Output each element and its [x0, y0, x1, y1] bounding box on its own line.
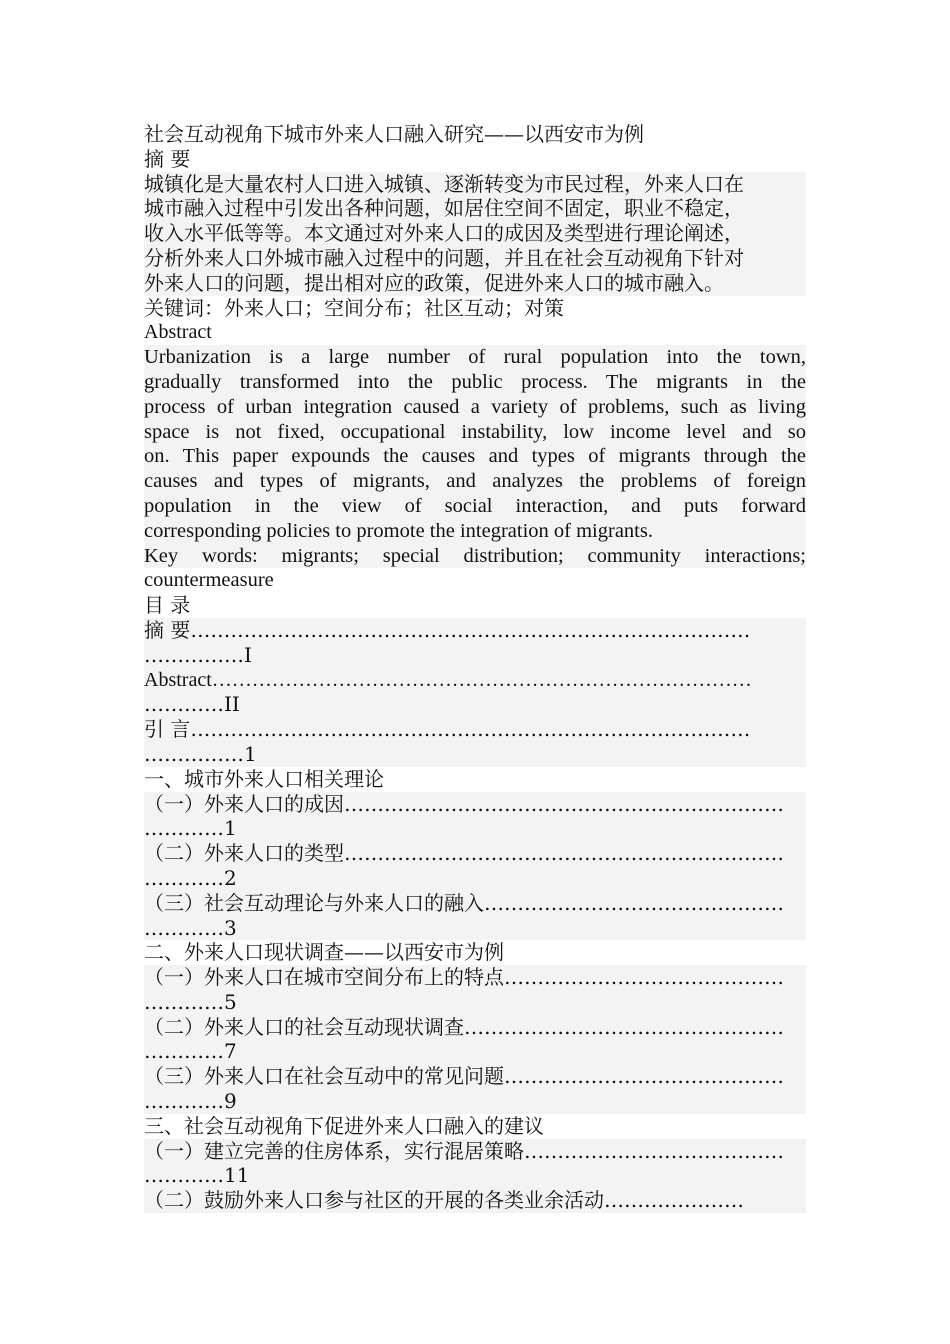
- toc-entry-page[interactable]: …………9: [144, 1089, 806, 1114]
- abstract-en-body: [144, 345, 806, 543]
- abstract-en-heading: Abstract: [144, 321, 212, 344]
- abstract-en-line: causes and types of migrants, and analyzes the problems of foreign: [144, 470, 806, 493]
- toc-section-heading[interactable]: 一、城市外来人口相关理论: [144, 766, 384, 791]
- abstract-cn-line: 收入水平低等等。本文通过对外来人口的成因及类型进行理论阐述，: [144, 221, 806, 246]
- toc-entry-page[interactable]: …………5: [144, 990, 806, 1015]
- toc-entry-line[interactable]: Abstract………………………………………………………………………: [144, 668, 806, 693]
- toc-entry-page[interactable]: ……………1: [144, 742, 806, 767]
- document-title: 社会互动视角下城市外来人口融入研究——以西安市为例: [144, 122, 644, 146]
- toc-entry-line[interactable]: （三）社会互动理论与外来人口的融入………………………………………: [144, 891, 806, 916]
- abstract-cn-body: [144, 172, 806, 296]
- abstract-cn-line: 城市融入过程中引发出各种问题，如居住空间不固定，职业不稳定，: [144, 196, 806, 221]
- abstract-cn-line: 外来人口的问题，提出相对应的政策，促进外来人口的城市融入。: [144, 271, 806, 296]
- toc-entry-line[interactable]: （一）外来人口的成因…………………………………………………………: [144, 792, 806, 817]
- abstract-en-line: gradually transformed into the public process. The migrants in the: [144, 370, 806, 393]
- toc-entry-line[interactable]: （二）外来人口的社会互动现状调查…………………………………………: [144, 1015, 806, 1040]
- abstract-en-line: space is not fixed, occupational instability, low income level and so: [144, 420, 806, 443]
- toc-entry-page[interactable]: …………3: [144, 916, 806, 941]
- toc-entry-page[interactable]: …………2: [144, 866, 806, 891]
- table-of-contents: [144, 618, 806, 1213]
- abstract-cn-heading: 摘 要: [144, 146, 191, 171]
- toc-entry-line[interactable]: （三）外来人口在社会互动中的常见问题……………………………………: [144, 1064, 806, 1089]
- toc-entry-page[interactable]: …………11: [144, 1163, 806, 1188]
- abstract-en-line: on. This paper expounds the causes and types of migrants through the: [144, 445, 806, 468]
- abstract-en-line: process of urban integration caused a variety of problems, such as living: [144, 395, 806, 418]
- toc-entry-line[interactable]: （二）鼓励外来人口参与社区的开展的各类业余活动…………………: [144, 1188, 806, 1213]
- toc-heading: 目 录: [144, 593, 191, 618]
- keywords-cn: 关键词：外来人口；空间分布；社区互动；对策: [144, 295, 564, 320]
- abstract-cn-line: 分析外来人口外城市融入过程中的问题，并且在社会互动视角下针对: [144, 246, 806, 271]
- toc-entry-line[interactable]: 摘 要…………………………………………………………………………: [144, 618, 806, 643]
- document-page: [144, 122, 806, 1213]
- toc-entry-page[interactable]: …………7: [144, 1039, 806, 1064]
- toc-section-heading[interactable]: 三、社会互动视角下促进外来人口融入的建议: [144, 1113, 544, 1138]
- keywords-en-line: countermeasure: [144, 569, 274, 592]
- toc-entry-page[interactable]: ……………I: [144, 643, 806, 668]
- abstract-en-line: population in the view of social interaction, and puts forward: [144, 494, 806, 517]
- toc-entry-line[interactable]: 引 言…………………………………………………………………………: [144, 717, 806, 742]
- toc-entry-line[interactable]: （二）外来人口的类型…………………………………………………………: [144, 841, 806, 866]
- toc-entry-line[interactable]: （一）外来人口在城市空间分布上的特点……………………………………: [144, 965, 806, 990]
- toc-section-heading[interactable]: 二、外来人口现状调查——以西安市为例: [144, 940, 504, 965]
- toc-entry-page[interactable]: …………1: [144, 816, 806, 841]
- toc-entry-line[interactable]: （一）建立完善的住房体系，实行混居策略…………………………………: [144, 1139, 806, 1164]
- toc-entry-page[interactable]: …………II: [144, 692, 806, 717]
- abstract-en-line: Urbanization is a large number of rural population into the town,: [144, 346, 806, 369]
- abstract-cn-line: 城镇化是大量农村人口进入城镇、逐渐转变为市民过程，外来人口在: [144, 172, 806, 197]
- keywords-en: [144, 544, 806, 594]
- abstract-en-line: corresponding policies to promote the integration of migrants.: [144, 519, 806, 544]
- keywords-en-line: Key words: migrants; special distribution; community interactions;: [144, 544, 806, 567]
